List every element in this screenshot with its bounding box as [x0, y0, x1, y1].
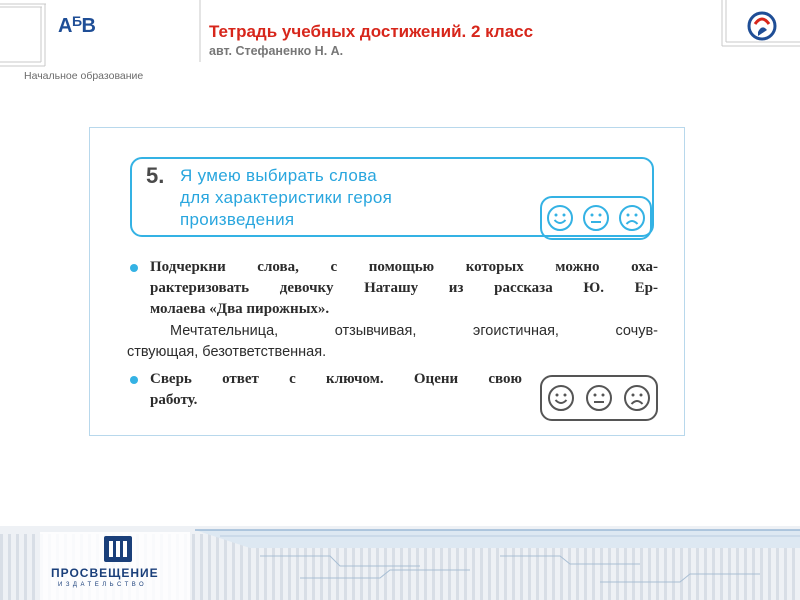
neutral-face-icon: [585, 384, 613, 412]
abv-logo: $А^БВ$: [58, 13, 96, 37]
sad-face-icon: [623, 384, 651, 412]
publisher-subtitle: ИЗДАТЕЛЬСТВО: [58, 582, 148, 588]
self-assessment-scale-top: [540, 196, 652, 240]
page-title: Тетрадь учебных достижений. 2 класс: [209, 22, 534, 41]
neutral-face-icon: [582, 204, 610, 232]
bullet-marker: [130, 264, 138, 272]
instruction-underline: Подчеркни слова, с помощью которых можно оха- рактеризовать девочку Наташу из рассказа Ю. Ер- молаева «Два пирожных».: [150, 259, 658, 317]
self-assessment-scale-bottom: [540, 375, 658, 421]
header-decoration: [0, 0, 800, 100]
publisher-name: ПРОСВЕЩЕНИЕ: [51, 566, 159, 580]
sad-face-icon: [618, 204, 646, 232]
task-number: 5.: [146, 163, 165, 188]
brand-caption: Начальное образование: [24, 70, 144, 82]
author-line: авт. Стефаненко Н. А.: [209, 44, 344, 58]
word-list-line-1: Мечтательница, отзывчивая, эгоистичная, сочув-: [170, 323, 658, 339]
word-list-line-2: ствующая, безответственная.: [127, 344, 327, 360]
bullet-marker: [130, 376, 138, 384]
instruction-check: Сверь ответ с ключом. Оцени свою работу.: [150, 371, 522, 408]
prosveshchenie-logo-icon: [100, 534, 136, 564]
task-title: Я умею выбирать слова для характеристики героя произведения: [180, 166, 393, 229]
happy-face-icon: [547, 384, 575, 412]
happy-face-icon: [546, 204, 574, 232]
publisher-emblem-icon: [746, 10, 778, 42]
